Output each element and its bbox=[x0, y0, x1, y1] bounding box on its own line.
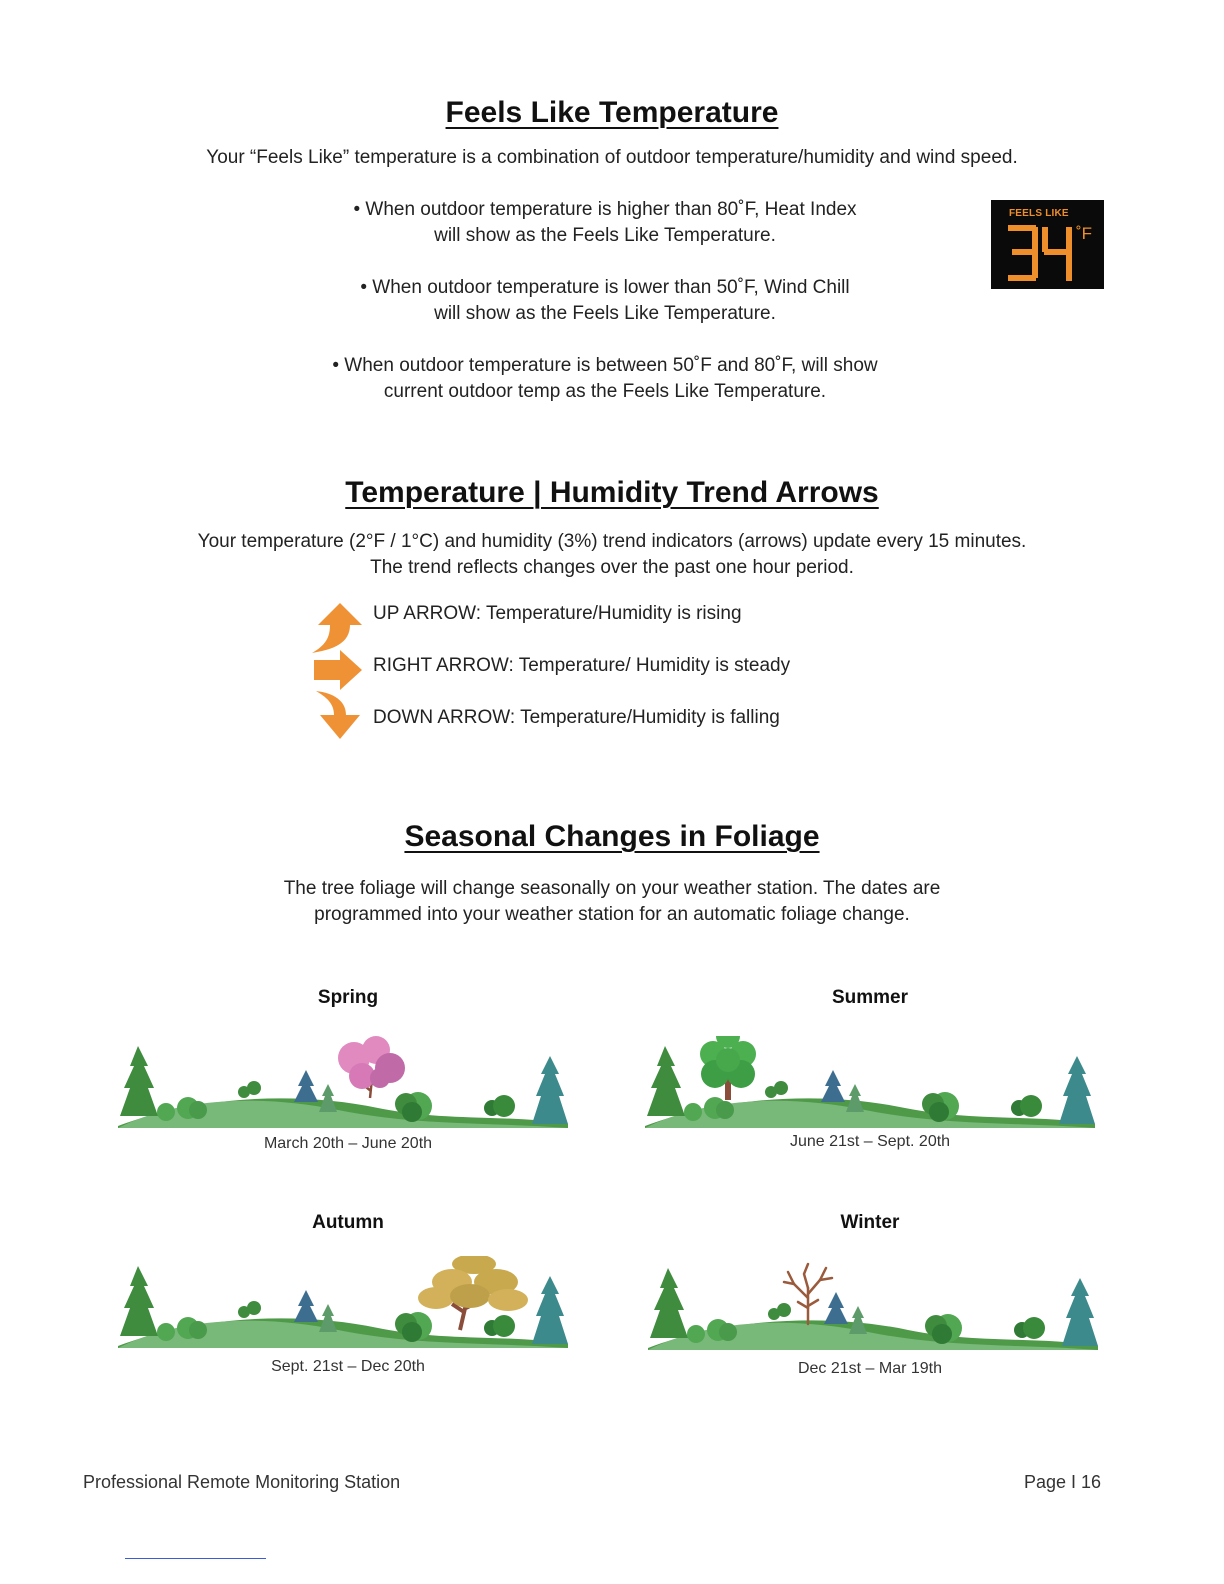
foliage-intro-2: programmed into your weather station for an automatic foliage change. bbox=[314, 904, 910, 925]
right-arrow-icon bbox=[312, 648, 364, 692]
green-leaf-tree-icon bbox=[700, 1036, 756, 1100]
trend-row-right: RIGHT ARROW: Temperature/ Humidity is steady bbox=[373, 655, 791, 676]
footer-link-underline bbox=[125, 1558, 266, 1559]
feels-like-unit: ˚F bbox=[1076, 224, 1093, 243]
autumn-landscape bbox=[118, 1256, 570, 1348]
trend-intro-1: Your temperature (2°F / 1°C) and humidity (3%) trend indicators (arrows) update every 15 minutes. bbox=[197, 531, 1027, 552]
trend-row-down: DOWN ARROW: Temperature/Humidity is falling bbox=[373, 707, 780, 728]
bare-tree-icon bbox=[784, 1264, 832, 1324]
season-title-spring: Spring bbox=[317, 987, 379, 1008]
season-title-autumn: Autumn bbox=[312, 1212, 384, 1233]
season-dates-summer: June 21st – Sept. 20th bbox=[789, 1133, 951, 1150]
foliage-intro-1: The tree foliage will change seasonally on your weather station. The dates are bbox=[283, 878, 941, 899]
footer-product-name: Professional Remote Monitoring Station bbox=[83, 1472, 401, 1492]
season-dates-spring: March 20th – June 20th bbox=[263, 1135, 433, 1152]
bullet-line: • When outdoor temperature is lower than 50˚F, Wind Chill bbox=[360, 277, 850, 298]
bullet-line: • When outdoor temperature is higher than 80˚F, Heat Index bbox=[353, 199, 857, 220]
feels-like-label: FEELS LIKE bbox=[1009, 208, 1069, 219]
feels-like-intro: Your “Feels Like” temperature is a combination of outdoor temperature/humidity and wind speed. bbox=[206, 147, 1018, 168]
pink-blossom-tree-icon bbox=[338, 1036, 405, 1098]
summer-landscape bbox=[645, 1036, 1097, 1128]
foliage-heading: Seasonal Changes in Foliage bbox=[404, 820, 820, 853]
winter-landscape bbox=[648, 1258, 1100, 1350]
feels-like-heading: Feels Like Temperature bbox=[445, 96, 779, 129]
season-dates-autumn: Sept. 21st – Dec 20th bbox=[271, 1358, 425, 1375]
trend-row-up: UP ARROW: Temperature/Humidity is rising bbox=[373, 603, 742, 624]
spring-landscape bbox=[118, 1036, 570, 1128]
season-title-winter: Winter bbox=[840, 1212, 900, 1233]
bullet-between bbox=[280, 353, 930, 405]
down-arrow-icon bbox=[312, 689, 364, 741]
bullet-wind-chill bbox=[300, 275, 910, 327]
bullet-line: will show as the Feels Like Temperature. bbox=[434, 225, 776, 246]
feels-like-display bbox=[991, 200, 1104, 289]
up-arrow-icon bbox=[310, 601, 366, 655]
bullet-line: current outdoor temp as the Feels Like Temperature. bbox=[383, 381, 827, 402]
trend-intro-2: The trend reflects changes over the past one hour period. bbox=[370, 557, 854, 578]
bullet-heat-index bbox=[300, 197, 910, 249]
bullet-line: • When outdoor temperature is between 50˚F and 80˚F, will show bbox=[332, 355, 878, 376]
footer-page-number: Page I 16 bbox=[1024, 1472, 1102, 1492]
season-dates-winter: Dec 21st – Mar 19th bbox=[797, 1360, 943, 1377]
season-title-summer: Summer bbox=[831, 987, 909, 1008]
bullet-line: will show as the Feels Like Temperature. bbox=[434, 303, 776, 324]
trend-heading: Temperature | Humidity Trend Arrows bbox=[345, 476, 879, 509]
